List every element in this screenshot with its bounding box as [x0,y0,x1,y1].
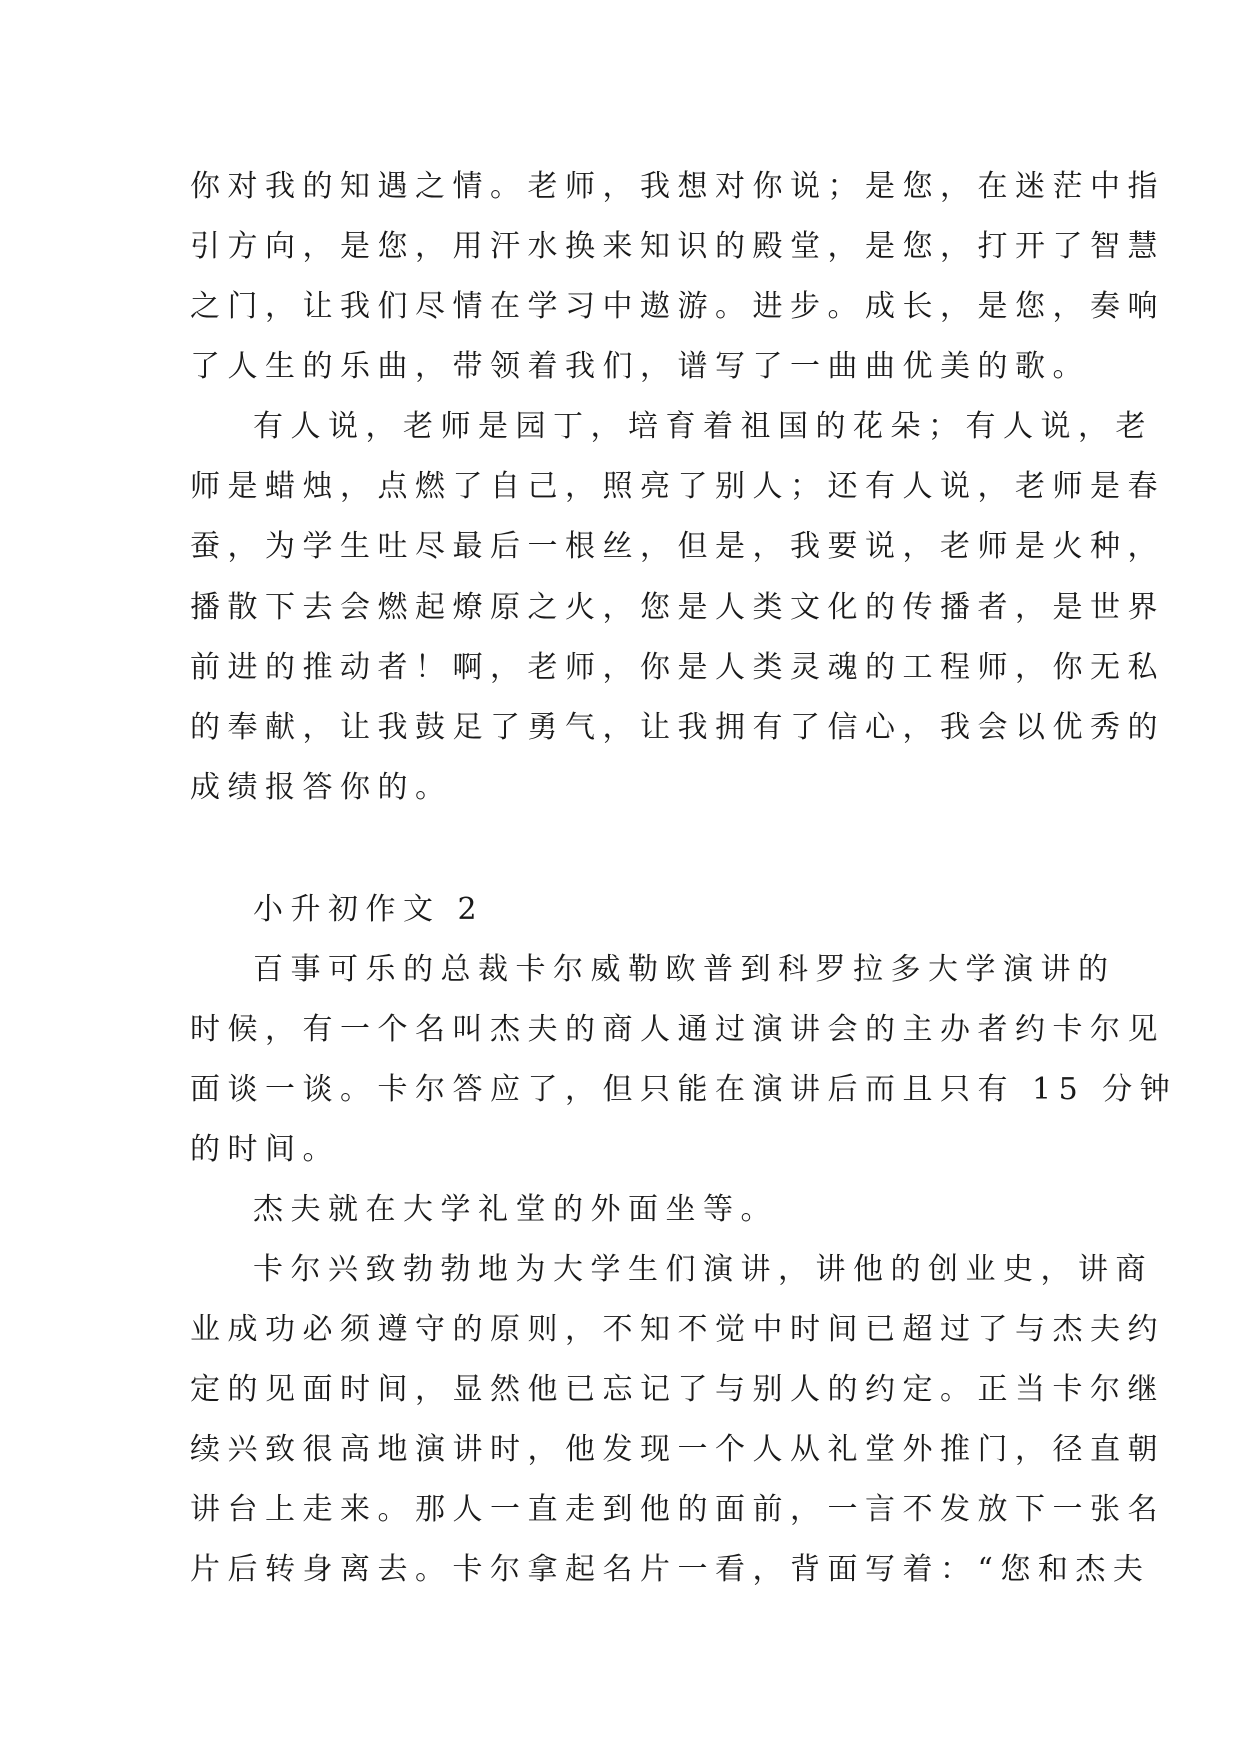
text-line: 定的见面时间，显然他已忘记了与别人的约定。正当卡尔继 [190,1372,1165,1407]
text-line: 播散下去会燃起燎原之火，您是人类文化的传播者，是世界 [190,590,1165,625]
paragraph-start-line: 有人说，老师是园丁，培育着祖国的花朵；有人说，老 [253,409,1153,444]
paragraph-start-line: 百事可乐的总裁卡尔威勒欧普到科罗拉多大学演讲的 [253,952,1116,987]
text-line: 师是蜡烛，点燃了自己，照亮了别人；还有人说，老师是春 [190,469,1165,504]
text-line: 成绩报答你的。 [190,770,453,805]
text-line: 引方向，是您，用汗水换来知识的殿堂，是您，打开了智慧 [190,229,1165,264]
text-line: 业成功必须遵守的原则，不知不觉中时间已超过了与杰夫约 [190,1312,1165,1347]
paragraph-start-line: 卡尔兴致勃勃地为大学生们演讲，讲他的创业史，讲商 [253,1252,1153,1287]
text-line: 时候，有一个名叫杰夫的商人通过演讲会的主办者约卡尔见 [190,1012,1165,1047]
text-line: 了人生的乐曲，带领着我们，谱写了一曲曲优美的歌。 [190,349,1090,384]
text-line: 片后转身离去。卡尔拿起名片一看，背面写着：“您和杰夫 [190,1552,1151,1587]
text-line: 你对我的知遇之情。老师，我想对你说；是您，在迷茫中指 [190,169,1165,204]
text-line: 讲台上走来。那人一直走到他的面前，一言不发放下一张名 [190,1492,1165,1527]
text-line: 的奉献，让我鼓足了勇气，让我拥有了信心，我会以优秀的 [190,710,1165,745]
text-line: 之门，让我们尽情在学习中遨游。进步。成长，是您，奏响 [190,289,1165,324]
text-line: 的时间。 [190,1132,340,1167]
text-line: 续兴致很高地演讲时，他发现一个人从礼堂外推门，径直朝 [190,1432,1165,1467]
text-line: 蚕，为学生吐尽最后一根丝，但是，我要说，老师是火种， [190,529,1165,564]
paragraph-start-line: 杰夫就在大学礼堂的外面坐等。 [253,1192,778,1227]
text-line: 面谈一谈。卡尔答应了，但只能在演讲后而且只有 15 分钟 [190,1072,1178,1107]
text-line: 前进的推动者！啊，老师，你是人类灵魂的工程师，你无私 [190,650,1165,685]
section-heading: 小升初作文 2 [253,892,485,927]
